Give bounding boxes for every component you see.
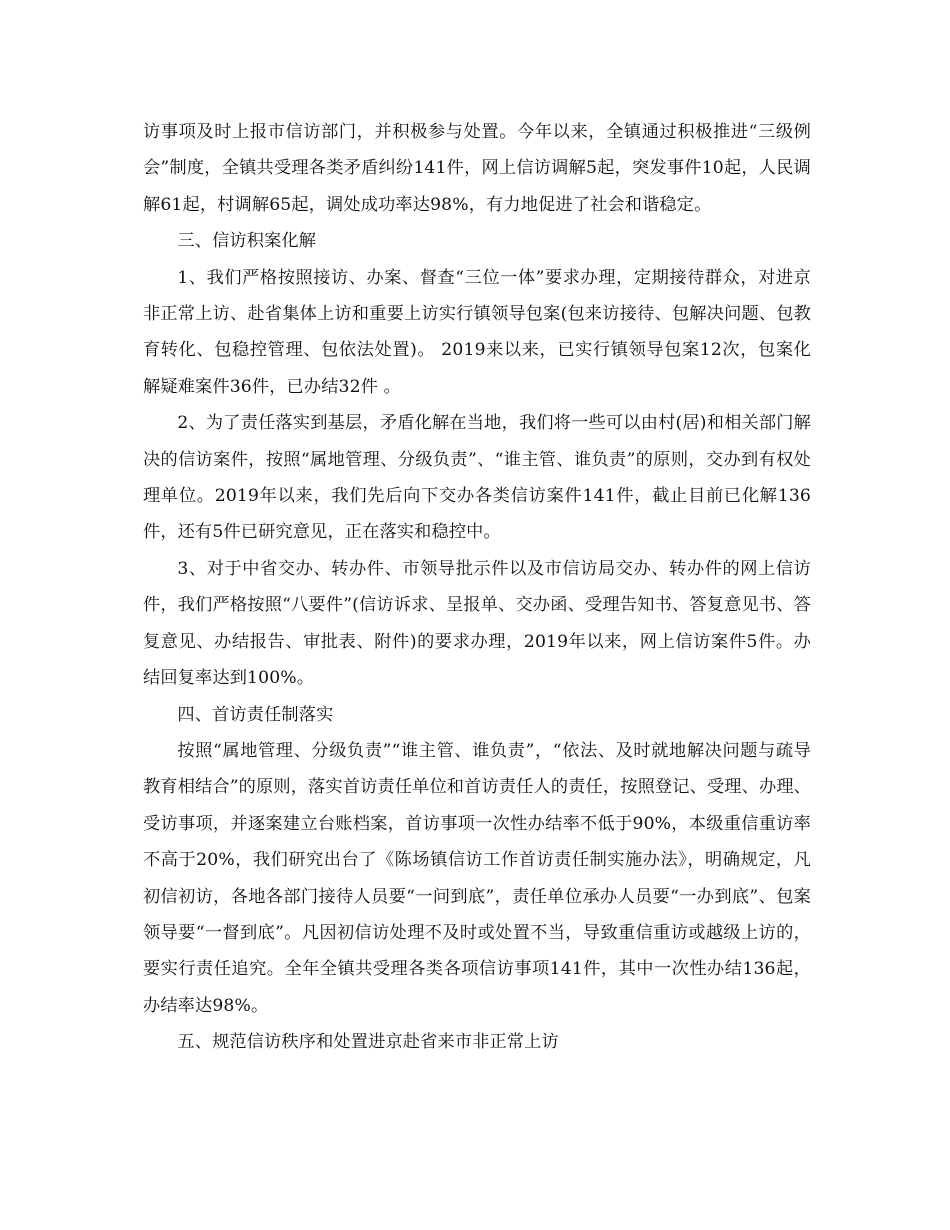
- paragraph-item-3: 3、对于中省交办、转办件、市领导批示件以及市信访局交办、转办件的网上信访件，我们严格按照“八要件”(信访诉求、呈报单、交办函、受理告知书、答复意见书、答复意见、办结报告、审批表、附件)的要求办理，2019年以来，网上信访案件5件。办结回复率达到100%。: [143, 558, 811, 689]
- paragraph-first-visit-responsibility: 按照“属地管理、分级负责”“谁主管、谁负责”，“依法、及时就地解决问题与疏导教育相结合”的原则，落实首访责任单位和首访责任人的责任，按照登记、受理、办理、受访事项，并逐案建立台账档案，首访事项一次性办结率不低于90%，本级重信重访率不高于20%，我们研究出台了《陈场镇信访工作首访责任制实施办法》，明确规定，凡初信初访，各地各部门接待人员要“一问到底”，责任单位承办人员要“一办到底”、包案领导要“一督到底”。凡因初信访处理不及时或处置不当，导致重信重访或越级上访的，要实行责任追究。全年全镇共受理各类各项信访事项141件，其中一次性办结136起，办结率达98%。: [143, 740, 811, 1016]
- document-body: [143, 114, 811, 1061]
- paragraph-continued: 访事项及时上报市信访部门，并积极参与处置。今年以来，全镇通过积极推进“三级例会”制度，全镇共受理各类矛盾纠纷141件，网上信访调解5起，突发事件10起，人民调解61起，村调解65起，调处成功率达98%，有力地促进了社会和谐稳定。: [143, 122, 811, 215]
- section-heading-3: 三、信访积案化解: [177, 231, 317, 252]
- paragraph-item-2: 2、为了责任落实到基层，矛盾化解在当地，我们将一些可以由村(居)和相关部门解决的信访案件，按照“属地管理、分级负责”、“谁主管、谁负责”的原则，交办到有权处理单位。2019年以来，我们先后向下交办各类信访案件141件，截止目前已化解136件，还有5件已研究意见，正在落实和稳控中。: [143, 413, 811, 543]
- paragraph-item-1: 1、我们严格按照接访、办案、督查“三位一体”要求办理，定期接待群众，对进京非正常上访、赴省集体上访和重要上访实行镇领导包案(包来访接待、包解决问题、包教育转化、包稳控管理、包依法处置)。 2019来以来，已实行镇领导包案12次，包案化解疑难案件36件，已办结32件 。: [143, 267, 811, 397]
- section-heading-5: 五、规范信访秩序和处置进京赴省来市非正常上访: [177, 1032, 559, 1053]
- section-heading-4: 四、首访责任制落实: [177, 704, 334, 725]
